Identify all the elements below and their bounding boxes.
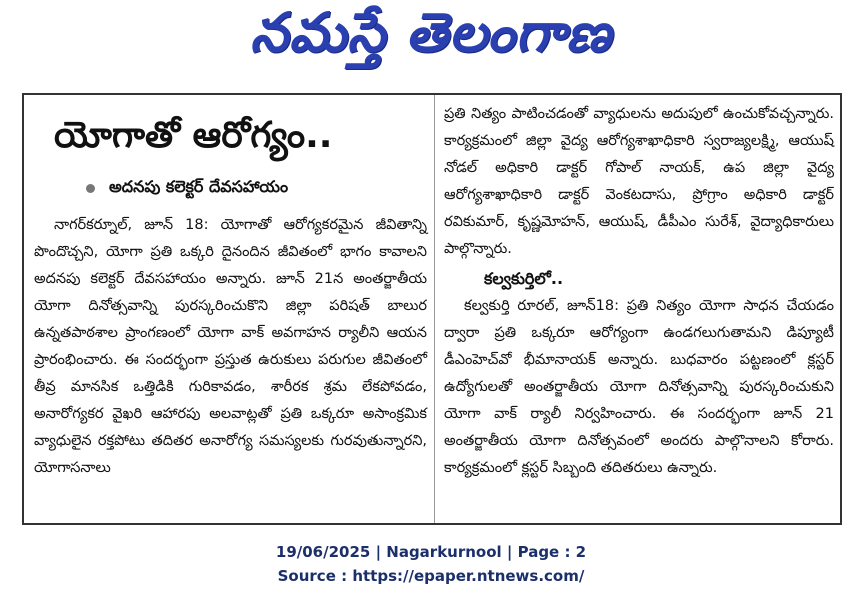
article-body-right-1: ప్రతి నిత్యం పాటించడంతో వ్యాధులను అదుపులో ఉంచుకోవచ్చన్నారు. కార్యక్రమంలో జిల్లా వైద్య ఆరోగ్యశాఖాధికారి స్వరాజ్యలక్ష్మి, ఆయుష్ నోడల్ అధికారి డాక్టర్ గోపాల్ నాయక్, ఉప జిల్లా వైద్య ఆరోగ్యశాఖాధికారి డాక్టర్ వెంకటదాసు, ప్రోగ్రాం అధికారి డాక్టర్ రవికుమార్, కృష్ణమోహన్, ఆయుష్, డీపీఎం సురేశ్, వైద్యాధికారులు పాల్గొన్నారు.	[444, 106, 834, 257]
column-divider	[434, 95, 435, 523]
article-clipping	[22, 93, 842, 525]
newspaper-logo: నమస్తే తెలంగాణ	[250, 0, 612, 64]
article-body-left: నాగర్‌కర్నూల్, జూన్ 18: యోగాతో ఆరోగ్యకరమైన జీవితాన్ని పొందొచ్చని, యోగా ప్రతి ఒక్కరి దైనందిన జీవితంలో భాగం కావాలని అదనపు కలెక్టర్ దేవసహాయం అన్నారు. జూన్ 21న అంతర్జాతీయ యోగా దినోత్సవాన్ని పురస్కరించుకొని జిల్లా పరిషత్ బాలుర ఉన్నతపాఠశాల ప్రాంగణంలో యోగా వాక్ అవగాహన ర్యాలీని ఆయన ప్రారంభించారు. ఈ సందర్భంగా ప్రస్తుత ఉరుకులు పరుగుల జీవితంలో తీవ్ర మానసిక ఒత్తిడికి గురికావడం, శారీరక శ్రమ లేకపోవడం, అనారోగ్యకర వైఖరి ఆహారపు అలవాట్లతో ప్రతి ఒక్కరూ అసాంక్రమిక వ్యాధులైన రక్తపోటు తదితర అనారోగ్య సమస్యలకు గురవుతున్నారని, యోగాసనాలు	[34, 217, 427, 476]
article-subhead: కల్వకుర్తిలో..	[484, 269, 564, 288]
byline-text: అదనపు కలెక్టర్ దేవసహాయం	[109, 177, 289, 196]
masthead	[0, 0, 862, 78]
byline	[86, 177, 288, 200]
footer-date-line: 19/06/2025 | Nagarkurnool | Page : 2	[275, 543, 587, 561]
bullet-icon	[86, 184, 95, 193]
page-footer	[0, 540, 862, 588]
footer-source-line: Source : https://epaper.ntnews.com/	[277, 567, 585, 585]
article-body-right-2: కల్వకుర్తి రూరల్, జూన్18: ప్రతి నిత్యం యోగా సాధన చేయడం ద్వారా ప్రతి ఒక్కరూ ఆరోగ్యంగా ఉండగలుగుతామని డిప్యూటీ డీఎంహెచ్‌వో భీమానాయక్ అన్నారు. బుధవారం పట్టణంలో క్లస్టర్ ఉద్యోగులతో అంతర్జాతీయ యోగా దినోత్సవాన్ని పురస్కరించుకుని యోగా వాక్ ర్యాలీ నిర్వహించారు. ఈ సందర్భంగా జూన్ 21 అంతర్జాతీయ యోగా దినోత్సవంలో అందరు పాల్గొనాలని కోరారు. కార్యక్రమంలో క్లస్టర్ సిబ్బంది తదితరులు ఉన్నారు.	[444, 298, 834, 476]
article-headline: యోగాతో ఆరోగ్యం..	[54, 115, 333, 156]
